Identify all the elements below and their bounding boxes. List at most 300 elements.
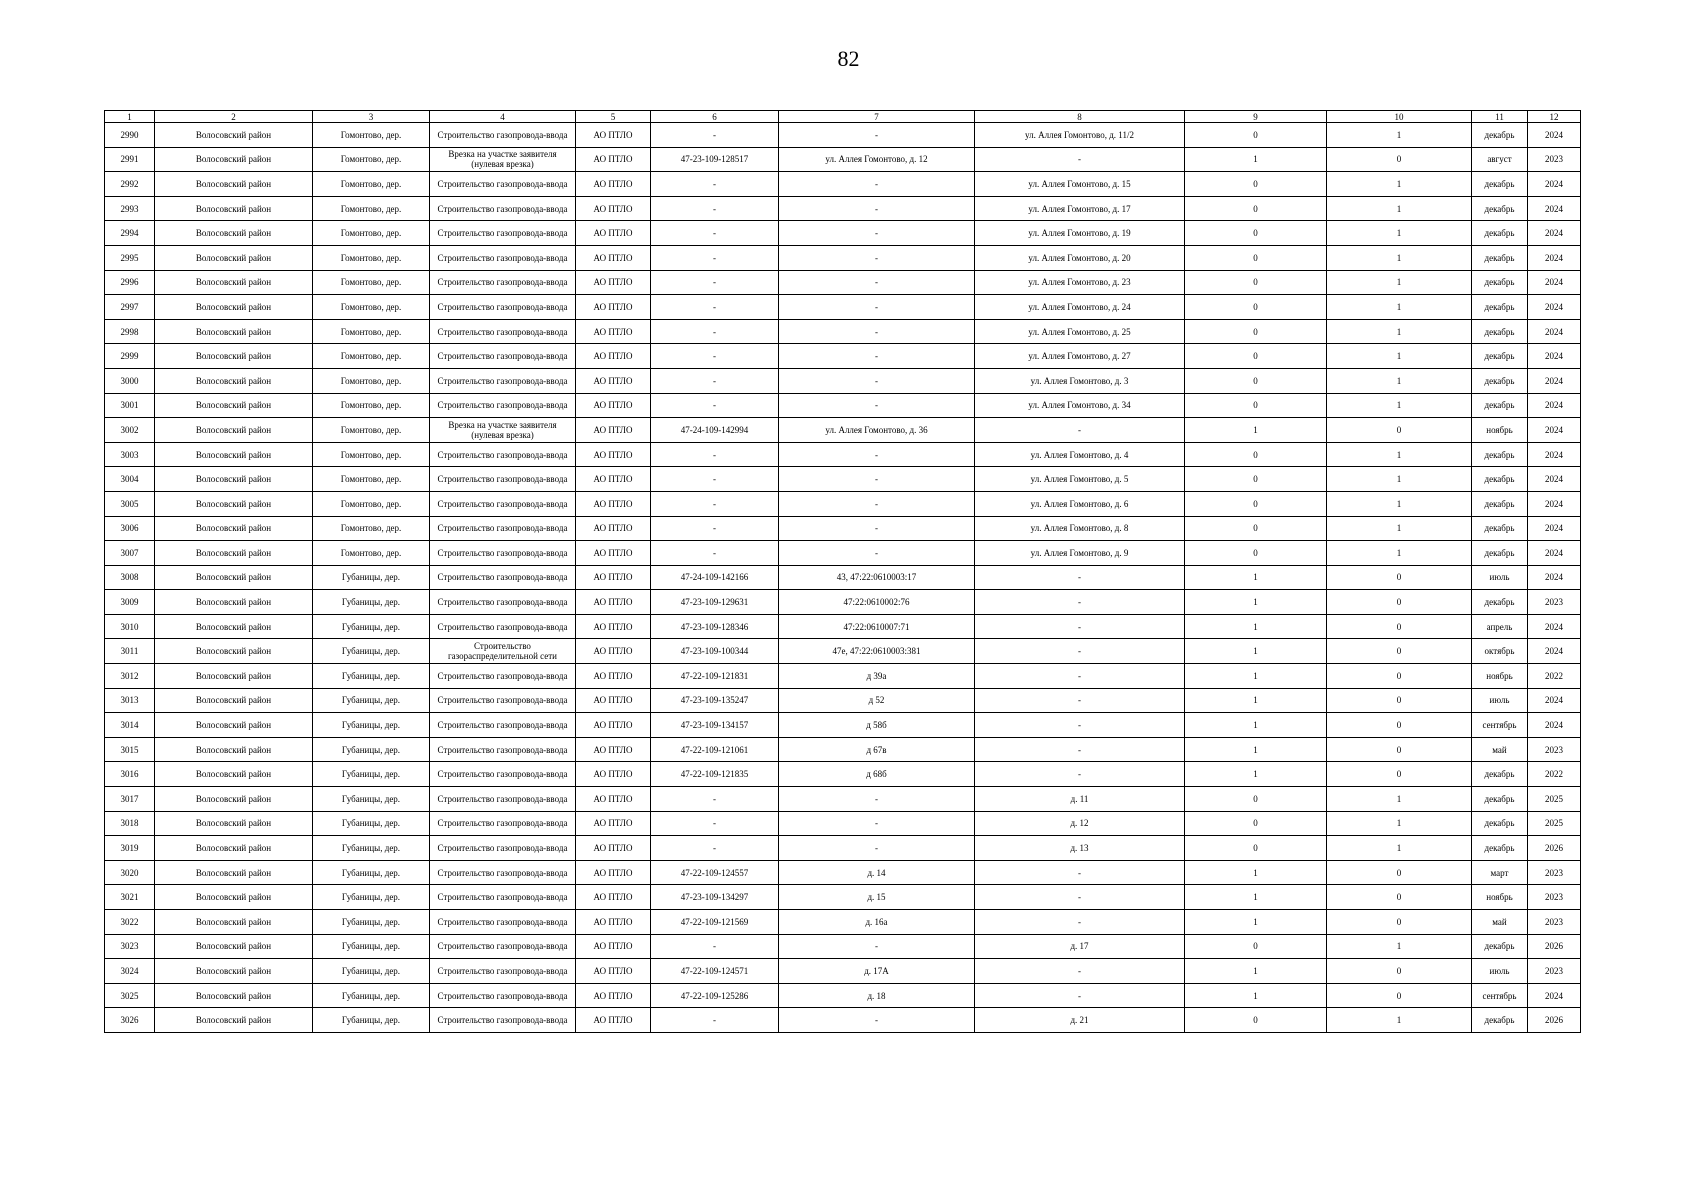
table-cell-col10: 1: [1327, 196, 1472, 221]
table-cell-col1: 3023: [105, 934, 155, 959]
table-cell-col5: АО ПТЛО: [576, 639, 651, 664]
table-row: [105, 885, 1581, 910]
table-row: [105, 836, 1581, 861]
table-cell-col4: Строительство газопровода-ввода: [430, 885, 576, 910]
table-cell-col5: АО ПТЛО: [576, 295, 651, 320]
table-cell-col7: д. 14: [779, 860, 975, 885]
table-cell-col6: 47-23-109-134297: [651, 885, 779, 910]
table-cell-col7: д 67в: [779, 737, 975, 762]
table-cell-col7: д 39а: [779, 664, 975, 689]
table-cell-col8: -: [975, 762, 1185, 787]
table-cell-col5: АО ПТЛО: [576, 393, 651, 418]
table-cell-col11: июль: [1472, 959, 1528, 984]
table-cell-col10: 0: [1327, 959, 1472, 984]
table-cell-col7: -: [779, 221, 975, 246]
table-cell-col3: Гомонтово, дер.: [313, 541, 430, 566]
table-cell-col5: АО ПТЛО: [576, 245, 651, 270]
table-cell-col12: 2024: [1528, 393, 1581, 418]
table-row: [105, 959, 1581, 984]
table-cell-col9: 1: [1185, 664, 1327, 689]
table-cell-col3: Гомонтово, дер.: [313, 221, 430, 246]
table-cell-col3: Губаницы, дер.: [313, 713, 430, 738]
column-header-10: 10: [1327, 111, 1472, 123]
table-cell-col6: -: [651, 787, 779, 812]
table-cell-col8: -: [975, 983, 1185, 1008]
table-cell-col10: 1: [1327, 295, 1472, 320]
table-cell-col6: 47-23-109-135247: [651, 688, 779, 713]
table-cell-col1: 2995: [105, 245, 155, 270]
table-cell-col9: 1: [1185, 688, 1327, 713]
table-cell-col8: -: [975, 639, 1185, 664]
table-cell-col9: 0: [1185, 811, 1327, 836]
table-cell-col5: АО ПТЛО: [576, 787, 651, 812]
table-cell-col12: 2025: [1528, 811, 1581, 836]
table-cell-col9: 0: [1185, 491, 1327, 516]
table-cell-col6: -: [651, 319, 779, 344]
table-cell-col5: АО ПТЛО: [576, 762, 651, 787]
table-cell-col5: АО ПТЛО: [576, 737, 651, 762]
table-cell-col11: ноябрь: [1472, 418, 1528, 443]
table-cell-col6: 47-23-109-128346: [651, 614, 779, 639]
table-cell-col1: 3007: [105, 541, 155, 566]
table-cell-col4: Строительство газопровода-ввода: [430, 983, 576, 1008]
table-cell-col2: Волосовский район: [155, 319, 313, 344]
table-cell-col8: ул. Аллея Гомонтово, д. 20: [975, 245, 1185, 270]
table-cell-col5: АО ПТЛО: [576, 319, 651, 344]
table-cell-col12: 2024: [1528, 245, 1581, 270]
table-cell-col4: Строительство газопровода-ввода: [430, 123, 576, 148]
table-cell-col2: Волосовский район: [155, 147, 313, 172]
table-cell-col1: 3017: [105, 787, 155, 812]
table-cell-col1: 2990: [105, 123, 155, 148]
table-cell-col2: Волосовский район: [155, 172, 313, 197]
table-cell-col11: декабрь: [1472, 319, 1528, 344]
table-cell-col8: ул. Аллея Гомонтово, д. 4: [975, 442, 1185, 467]
table-cell-col1: 2998: [105, 319, 155, 344]
table-cell-col1: 3009: [105, 590, 155, 615]
table-cell-col10: 1: [1327, 491, 1472, 516]
table-cell-col9: 1: [1185, 418, 1327, 443]
table-cell-col9: 1: [1185, 860, 1327, 885]
table-cell-col11: декабрь: [1472, 590, 1528, 615]
table-cell-col10: 0: [1327, 885, 1472, 910]
table-cell-col4: Строительство газопровода-ввода: [430, 221, 576, 246]
table-cell-col4: Строительство газораспределительной сети: [430, 639, 576, 664]
table-cell-col1: 3005: [105, 491, 155, 516]
table-cell-col7: -: [779, 295, 975, 320]
table-cell-col11: декабрь: [1472, 934, 1528, 959]
table-cell-col7: д. 17А: [779, 959, 975, 984]
table-cell-col6: 47-23-109-128517: [651, 147, 779, 172]
table-cell-col5: АО ПТЛО: [576, 368, 651, 393]
table-cell-col9: 1: [1185, 713, 1327, 738]
table-row: [105, 295, 1581, 320]
table-cell-col12: 2024: [1528, 516, 1581, 541]
table-cell-col6: -: [651, 491, 779, 516]
table-cell-col6: -: [651, 811, 779, 836]
table-cell-col11: декабрь: [1472, 368, 1528, 393]
table-cell-col3: Гомонтово, дер.: [313, 270, 430, 295]
table-cell-col4: Строительство газопровода-ввода: [430, 787, 576, 812]
table-cell-col8: -: [975, 860, 1185, 885]
table-cell-col12: 2024: [1528, 565, 1581, 590]
table-cell-col1: 2999: [105, 344, 155, 369]
table-row: [105, 147, 1581, 172]
table-cell-col9: 0: [1185, 295, 1327, 320]
table-cell-col6: -: [651, 541, 779, 566]
table-row: [105, 639, 1581, 664]
table-cell-col4: Строительство газопровода-ввода: [430, 270, 576, 295]
table-cell-col3: Губаницы, дер.: [313, 565, 430, 590]
table-cell-col9: 1: [1185, 147, 1327, 172]
table-cell-col2: Волосовский район: [155, 344, 313, 369]
table-cell-col10: 1: [1327, 123, 1472, 148]
table-cell-col8: -: [975, 885, 1185, 910]
table-cell-col12: 2024: [1528, 344, 1581, 369]
table-cell-col12: 2025: [1528, 787, 1581, 812]
table-cell-col12: 2024: [1528, 541, 1581, 566]
table-cell-col4: Строительство газопровода-ввода: [430, 344, 576, 369]
table-cell-col6: -: [651, 442, 779, 467]
table-cell-col7: 43, 47:22:0610003:17: [779, 565, 975, 590]
table-cell-col1: 2994: [105, 221, 155, 246]
table-cell-col6: -: [651, 344, 779, 369]
page-number: 82: [837, 46, 860, 71]
table-cell-col4: Строительство газопровода-ввода: [430, 565, 576, 590]
table-cell-col7: -: [779, 491, 975, 516]
table-cell-col9: 1: [1185, 910, 1327, 935]
table-row: [105, 664, 1581, 689]
table-row: [105, 713, 1581, 738]
table-cell-col3: Губаницы, дер.: [313, 983, 430, 1008]
table-cell-col11: декабрь: [1472, 393, 1528, 418]
table-cell-col5: АО ПТЛО: [576, 934, 651, 959]
table-cell-col9: 0: [1185, 516, 1327, 541]
table-cell-col11: декабрь: [1472, 541, 1528, 566]
column-header-8: 8: [975, 111, 1185, 123]
table-cell-col7: -: [779, 1008, 975, 1033]
table-cell-col11: декабрь: [1472, 344, 1528, 369]
table-cell-col2: Волосовский район: [155, 516, 313, 541]
table-cell-col5: АО ПТЛО: [576, 836, 651, 861]
table-cell-col9: 0: [1185, 172, 1327, 197]
table-row: [105, 910, 1581, 935]
table-cell-col1: 2997: [105, 295, 155, 320]
table-cell-col10: 1: [1327, 319, 1472, 344]
table-cell-col8: д. 17: [975, 934, 1185, 959]
table-cell-col10: 1: [1327, 934, 1472, 959]
table-cell-col11: декабрь: [1472, 787, 1528, 812]
table-cell-col6: -: [651, 836, 779, 861]
table-cell-col4: Врезка на участке заявителя (нулевая врезка): [430, 147, 576, 172]
table-cell-col11: декабрь: [1472, 172, 1528, 197]
table-cell-col11: март: [1472, 860, 1528, 885]
table-row: [105, 983, 1581, 1008]
table-cell-col4: Строительство газопровода-ввода: [430, 910, 576, 935]
table-cell-col5: АО ПТЛО: [576, 123, 651, 148]
table-cell-col2: Волосовский район: [155, 418, 313, 443]
table-cell-col4: Строительство газопровода-ввода: [430, 959, 576, 984]
table-cell-col1: 3000: [105, 368, 155, 393]
table-cell-col11: май: [1472, 737, 1528, 762]
table-cell-col10: 1: [1327, 270, 1472, 295]
table-cell-col10: 0: [1327, 565, 1472, 590]
table-cell-col10: 0: [1327, 418, 1472, 443]
table-cell-col12: 2023: [1528, 590, 1581, 615]
table-cell-col9: 1: [1185, 737, 1327, 762]
table-cell-col10: 1: [1327, 245, 1472, 270]
table-cell-col11: декабрь: [1472, 123, 1528, 148]
table-cell-col7: -: [779, 368, 975, 393]
table-cell-col4: Строительство газопровода-ввода: [430, 737, 576, 762]
table-cell-col10: 0: [1327, 639, 1472, 664]
table-cell-col2: Волосовский район: [155, 614, 313, 639]
table-cell-col3: Гомонтово, дер.: [313, 295, 430, 320]
table-cell-col4: Строительство газопровода-ввода: [430, 442, 576, 467]
table-cell-col8: ул. Аллея Гомонтово, д. 15: [975, 172, 1185, 197]
table-cell-col1: 3024: [105, 959, 155, 984]
table-row: [105, 245, 1581, 270]
table-cell-col5: АО ПТЛО: [576, 442, 651, 467]
table-cell-col1: 3006: [105, 516, 155, 541]
table-cell-col3: Губаницы, дер.: [313, 590, 430, 615]
table-row: [105, 442, 1581, 467]
table-cell-col11: декабрь: [1472, 811, 1528, 836]
table-cell-col4: Строительство газопровода-ввода: [430, 614, 576, 639]
table-row: [105, 762, 1581, 787]
table-cell-col12: 2024: [1528, 688, 1581, 713]
table-cell-col9: 0: [1185, 467, 1327, 492]
table-cell-col11: декабрь: [1472, 762, 1528, 787]
table-cell-col8: -: [975, 688, 1185, 713]
table-cell-col2: Волосовский район: [155, 762, 313, 787]
table-cell-col3: Гомонтово, дер.: [313, 196, 430, 221]
table-cell-col10: 0: [1327, 910, 1472, 935]
table-cell-col11: декабрь: [1472, 442, 1528, 467]
table-cell-col10: 1: [1327, 1008, 1472, 1033]
table-cell-col5: АО ПТЛО: [576, 688, 651, 713]
table-cell-col2: Волосовский район: [155, 368, 313, 393]
table-cell-col7: -: [779, 344, 975, 369]
table-cell-col9: 1: [1185, 762, 1327, 787]
table-cell-col2: Волосовский район: [155, 123, 313, 148]
column-header-6: 6: [651, 111, 779, 123]
table-cell-col8: -: [975, 713, 1185, 738]
table-cell-col10: 1: [1327, 811, 1472, 836]
table-cell-col6: -: [651, 270, 779, 295]
table-cell-col7: -: [779, 172, 975, 197]
table-cell-col1: 3004: [105, 467, 155, 492]
table-cell-col10: 0: [1327, 147, 1472, 172]
table-cell-col3: Губаницы, дер.: [313, 762, 430, 787]
table-cell-col2: Волосовский район: [155, 860, 313, 885]
table-cell-col1: 3013: [105, 688, 155, 713]
column-header-12: 12: [1528, 111, 1581, 123]
table-cell-col7: д. 15: [779, 885, 975, 910]
table-cell-col9: 0: [1185, 196, 1327, 221]
table-cell-col3: Гомонтово, дер.: [313, 442, 430, 467]
table-row: [105, 811, 1581, 836]
table-cell-col12: 2022: [1528, 762, 1581, 787]
table-cell-col4: Строительство газопровода-ввода: [430, 467, 576, 492]
table-cell-col5: АО ПТЛО: [576, 491, 651, 516]
table-cell-col8: ул. Аллея Гомонтово, д. 3: [975, 368, 1185, 393]
column-header-7: 7: [779, 111, 975, 123]
table-cell-col5: АО ПТЛО: [576, 147, 651, 172]
table-cell-col3: Гомонтово, дер.: [313, 147, 430, 172]
table-cell-col11: декабрь: [1472, 245, 1528, 270]
table-cell-col7: ул. Аллея Гомонтово, д. 36: [779, 418, 975, 443]
table-cell-col4: Строительство газопровода-ввода: [430, 688, 576, 713]
table-cell-col1: 3008: [105, 565, 155, 590]
table-cell-col6: 47-22-109-121835: [651, 762, 779, 787]
table-cell-col12: 2024: [1528, 368, 1581, 393]
header-row: [105, 111, 1581, 123]
table-cell-col12: 2024: [1528, 467, 1581, 492]
table-cell-col2: Волосовский район: [155, 934, 313, 959]
table-row: [105, 393, 1581, 418]
table-cell-col8: д. 13: [975, 836, 1185, 861]
table-cell-col6: -: [651, 172, 779, 197]
table-cell-col11: июль: [1472, 565, 1528, 590]
table-cell-col6: -: [651, 1008, 779, 1033]
table-cell-col6: 47-24-109-142166: [651, 565, 779, 590]
table-cell-col9: 0: [1185, 787, 1327, 812]
table-cell-col8: -: [975, 664, 1185, 689]
table-cell-col5: АО ПТЛО: [576, 270, 651, 295]
table-cell-col8: -: [975, 910, 1185, 935]
table-cell-col8: ул. Аллея Гомонтово, д. 19: [975, 221, 1185, 246]
table-cell-col3: Гомонтово, дер.: [313, 418, 430, 443]
table-cell-col1: 3010: [105, 614, 155, 639]
table-cell-col4: Строительство газопровода-ввода: [430, 664, 576, 689]
table-cell-col2: Волосовский район: [155, 910, 313, 935]
table-cell-col10: 0: [1327, 713, 1472, 738]
table-cell-col6: -: [651, 123, 779, 148]
table-cell-col6: -: [651, 196, 779, 221]
table-cell-col12: 2023: [1528, 910, 1581, 935]
table-cell-col12: 2023: [1528, 860, 1581, 885]
table-cell-col10: 0: [1327, 590, 1472, 615]
table-cell-col12: 2023: [1528, 147, 1581, 172]
table-cell-col11: декабрь: [1472, 491, 1528, 516]
table-cell-col2: Волосовский район: [155, 1008, 313, 1033]
data-table: [104, 110, 1581, 1033]
table-cell-col12: 2026: [1528, 934, 1581, 959]
table-cell-col12: 2024: [1528, 123, 1581, 148]
table-body: [105, 123, 1581, 1033]
table-cell-col8: д. 12: [975, 811, 1185, 836]
table-cell-col11: декабрь: [1472, 196, 1528, 221]
table-cell-col4: Строительство газопровода-ввода: [430, 393, 576, 418]
table-cell-col6: 47-22-109-125286: [651, 983, 779, 1008]
table-cell-col3: Гомонтово, дер.: [313, 393, 430, 418]
table-cell-col1: 3002: [105, 418, 155, 443]
table-cell-col4: Строительство газопровода-ввода: [430, 541, 576, 566]
table-cell-col10: 1: [1327, 541, 1472, 566]
column-header-1: 1: [105, 111, 155, 123]
table-cell-col12: 2023: [1528, 959, 1581, 984]
table-cell-col6: 47-22-109-124571: [651, 959, 779, 984]
table-cell-col9: 0: [1185, 836, 1327, 861]
table-cell-col10: 0: [1327, 762, 1472, 787]
table-cell-col11: апрель: [1472, 614, 1528, 639]
table-cell-col10: 0: [1327, 614, 1472, 639]
table-cell-col11: сентябрь: [1472, 713, 1528, 738]
table-cell-col5: АО ПТЛО: [576, 1008, 651, 1033]
table-cell-col7: -: [779, 319, 975, 344]
table-cell-col5: АО ПТЛО: [576, 467, 651, 492]
table-cell-col5: АО ПТЛО: [576, 418, 651, 443]
table-cell-col5: АО ПТЛО: [576, 196, 651, 221]
table-cell-col9: 1: [1185, 885, 1327, 910]
table-cell-col3: Губаницы, дер.: [313, 664, 430, 689]
table-cell-col7: -: [779, 516, 975, 541]
table-row: [105, 1008, 1581, 1033]
table-cell-col6: 47-22-109-121569: [651, 910, 779, 935]
table-cell-col1: 3018: [105, 811, 155, 836]
table-cell-col3: Губаницы, дер.: [313, 934, 430, 959]
table-cell-col5: АО ПТЛО: [576, 614, 651, 639]
table-cell-col7: д. 16а: [779, 910, 975, 935]
table-cell-col1: 3025: [105, 983, 155, 1008]
table-cell-col1: 2991: [105, 147, 155, 172]
table-cell-col11: декабрь: [1472, 516, 1528, 541]
table-cell-col12: 2024: [1528, 295, 1581, 320]
table-cell-col7: -: [779, 934, 975, 959]
table-cell-col3: Гомонтово, дер.: [313, 172, 430, 197]
table-row: [105, 491, 1581, 516]
table-cell-col7: -: [779, 270, 975, 295]
table-cell-col7: -: [779, 442, 975, 467]
table-cell-col2: Волосовский район: [155, 590, 313, 615]
table-cell-col12: 2026: [1528, 836, 1581, 861]
table-cell-col3: Гомонтово, дер.: [313, 368, 430, 393]
table-cell-col3: Губаницы, дер.: [313, 885, 430, 910]
table-cell-col2: Волосовский район: [155, 565, 313, 590]
table-cell-col5: АО ПТЛО: [576, 910, 651, 935]
table-cell-col10: 0: [1327, 664, 1472, 689]
table-cell-col11: август: [1472, 147, 1528, 172]
table-cell-col10: 0: [1327, 860, 1472, 885]
table-cell-col4: Строительство газопровода-ввода: [430, 590, 576, 615]
table-cell-col9: 0: [1185, 368, 1327, 393]
table-cell-col2: Волосовский район: [155, 467, 313, 492]
column-header-2: 2: [155, 111, 313, 123]
table-cell-col8: д. 11: [975, 787, 1185, 812]
table-cell-col12: 2023: [1528, 885, 1581, 910]
table-cell-col2: Волосовский район: [155, 713, 313, 738]
table-cell-col1: 2993: [105, 196, 155, 221]
table-cell-col2: Волосовский район: [155, 270, 313, 295]
table-cell-col7: -: [779, 393, 975, 418]
table-cell-col11: июль: [1472, 688, 1528, 713]
table-cell-col12: 2022: [1528, 664, 1581, 689]
table-cell-col3: Губаницы, дер.: [313, 787, 430, 812]
table-cell-col6: -: [651, 245, 779, 270]
table-cell-col10: 1: [1327, 787, 1472, 812]
table-cell-col10: 1: [1327, 467, 1472, 492]
table-row: [105, 467, 1581, 492]
table-cell-col7: -: [779, 123, 975, 148]
table-cell-col8: -: [975, 565, 1185, 590]
table-cell-col4: Строительство газопровода-ввода: [430, 713, 576, 738]
table-cell-col9: 0: [1185, 221, 1327, 246]
table-cell-col1: 3015: [105, 737, 155, 762]
table-cell-col2: Волосовский район: [155, 639, 313, 664]
table-cell-col2: Волосовский район: [155, 664, 313, 689]
table-cell-col5: АО ПТЛО: [576, 590, 651, 615]
